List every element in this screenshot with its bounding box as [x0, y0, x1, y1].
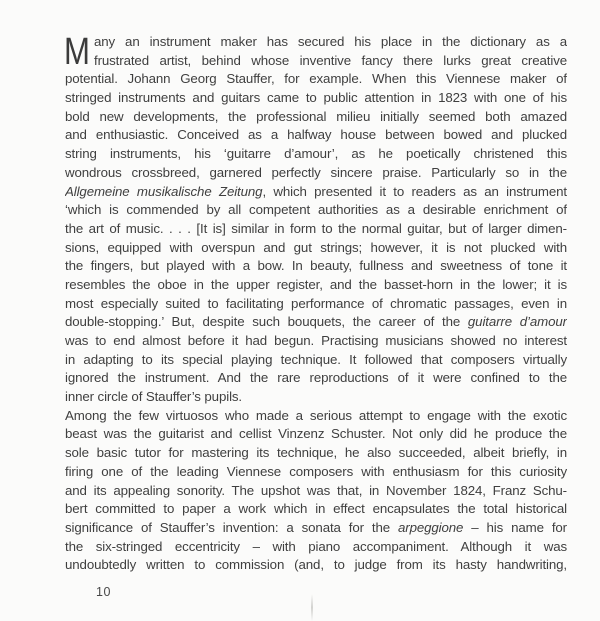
- italic-text-run: Allgemeine musikalische Zeitung: [65, 183, 263, 199]
- text-run: in adapting to its special playing technique. It followed that composers virtually: [65, 351, 567, 367]
- text-run: firing one of the leading Viennese composers with enthusiasm for this curiosity: [65, 463, 567, 479]
- text-line: [65, 313, 567, 332]
- text-run: the art of music. . . . [It is] similar in form to the normal guitar, but of larger dimen-: [65, 220, 567, 236]
- text-line: [65, 388, 567, 407]
- text-run: double-stopping.’ But, despite such bouquets, the career of the: [65, 314, 468, 330]
- text-run: and enthusiastic. Conceived as a halfway house between bowed and plucked: [65, 127, 567, 143]
- text-run: , which presented it to readers as an instrument: [262, 183, 567, 199]
- text-line: [65, 89, 567, 108]
- text-run: the fingers, but played with a bow. In beauty, fullness and sweetness of tone it: [65, 258, 567, 274]
- text-line: [65, 295, 567, 314]
- italic-text-run: arpeggione: [397, 519, 464, 535]
- text-run: significance of Stauffer’s invention: a sonata for the: [65, 519, 398, 535]
- drop-cap: M: [64, 31, 90, 73]
- text-run: any an instrument maker has secured his place in the dictionary as a: [94, 34, 567, 49]
- text-line: [65, 201, 567, 220]
- text-line: [65, 425, 567, 444]
- text-line: [65, 369, 567, 388]
- text-line: [65, 276, 567, 295]
- text-run: the six-stringed eccentricity – with piano accompaniment. Although it was: [65, 538, 567, 554]
- text-line: [65, 108, 567, 127]
- paragraph: [65, 33, 567, 407]
- text-line: [65, 463, 567, 482]
- text-run: bold new developments, the professional milieu initially seemed both amazed: [65, 108, 567, 124]
- text-run: sions, equipped with overspun and gut strings; however, it is not plucked with: [65, 239, 567, 255]
- text-run: ignored the instrument. And the rare reproductions of it were confined to the: [65, 370, 567, 386]
- text-line: [65, 407, 567, 426]
- body-text: [65, 33, 567, 575]
- text-run: undoubtedly written to commission (and, to judge from its hasty handwriting,: [65, 557, 567, 573]
- text-run: bert committed to paper a work which in effect encapsulates the total historical: [65, 501, 567, 517]
- text-line: [65, 444, 567, 463]
- text-line: [65, 351, 567, 370]
- text-line: [65, 519, 567, 538]
- text-line: [65, 126, 567, 145]
- text-line: [65, 164, 567, 183]
- text-run: most especially suited to facilitating performance of chromatic passages, even in: [65, 295, 567, 311]
- text-run: – his name for: [463, 519, 567, 535]
- text-run: string instruments, his ‘guitarre d’amour’, as he poetically christened this: [65, 146, 567, 162]
- text-line: [65, 257, 567, 276]
- text-run: was to end almost before it had begun. Practising musicians showed no interest: [65, 333, 567, 348]
- text-run: beast was the guitarist and cellist Vinzenz Schuster. Not only did he produce the: [65, 426, 567, 442]
- text-run: frustrated artist, behind whose inventive fancy there lurks great creative: [94, 52, 567, 68]
- text-run: resembles the oboe in the upper register, and the basset-horn in the lower; it is: [65, 276, 567, 292]
- text-run: stringed instruments and guitars came to public attention in 1823 with one of his: [65, 90, 567, 106]
- text-line: [65, 220, 567, 239]
- text-line: [65, 183, 567, 202]
- text-run: Among the few virtuosos who made a serious attempt to engage with the exotic: [65, 407, 567, 423]
- text-run: inner circle of Stauffer’s pupils.: [65, 389, 242, 405]
- text-line: [65, 239, 567, 258]
- text-line: [65, 33, 567, 52]
- text-run: sole basic tutor for mastering its technique, he also succeeded, albeit briefly, in: [65, 445, 567, 461]
- text-line: [65, 332, 567, 351]
- text-run: potential. Johann Georg Stauffer, for example. When this Viennese maker of: [65, 71, 567, 87]
- text-line: [65, 52, 567, 71]
- text-line: [65, 70, 567, 89]
- text-line: [65, 538, 567, 557]
- text-run: wondrous crossbreed, garnered perfectly sincere praise. Particularly so in the: [65, 164, 567, 180]
- page-number: 10: [96, 585, 112, 599]
- text-line: [65, 145, 567, 164]
- paragraph: [65, 407, 567, 575]
- text-run: and its appealing sonority. The upshot was that, in November 1824, Franz Schu-: [65, 482, 567, 498]
- text-line: [65, 556, 567, 575]
- italic-text-run: guitarre d’amour: [467, 314, 567, 330]
- text-run: ‘which is commended by all competent authorities as a desirable enrichment of: [65, 202, 567, 218]
- scan-artifact: [311, 594, 313, 621]
- text-line: [65, 482, 567, 501]
- text-line: [65, 500, 567, 519]
